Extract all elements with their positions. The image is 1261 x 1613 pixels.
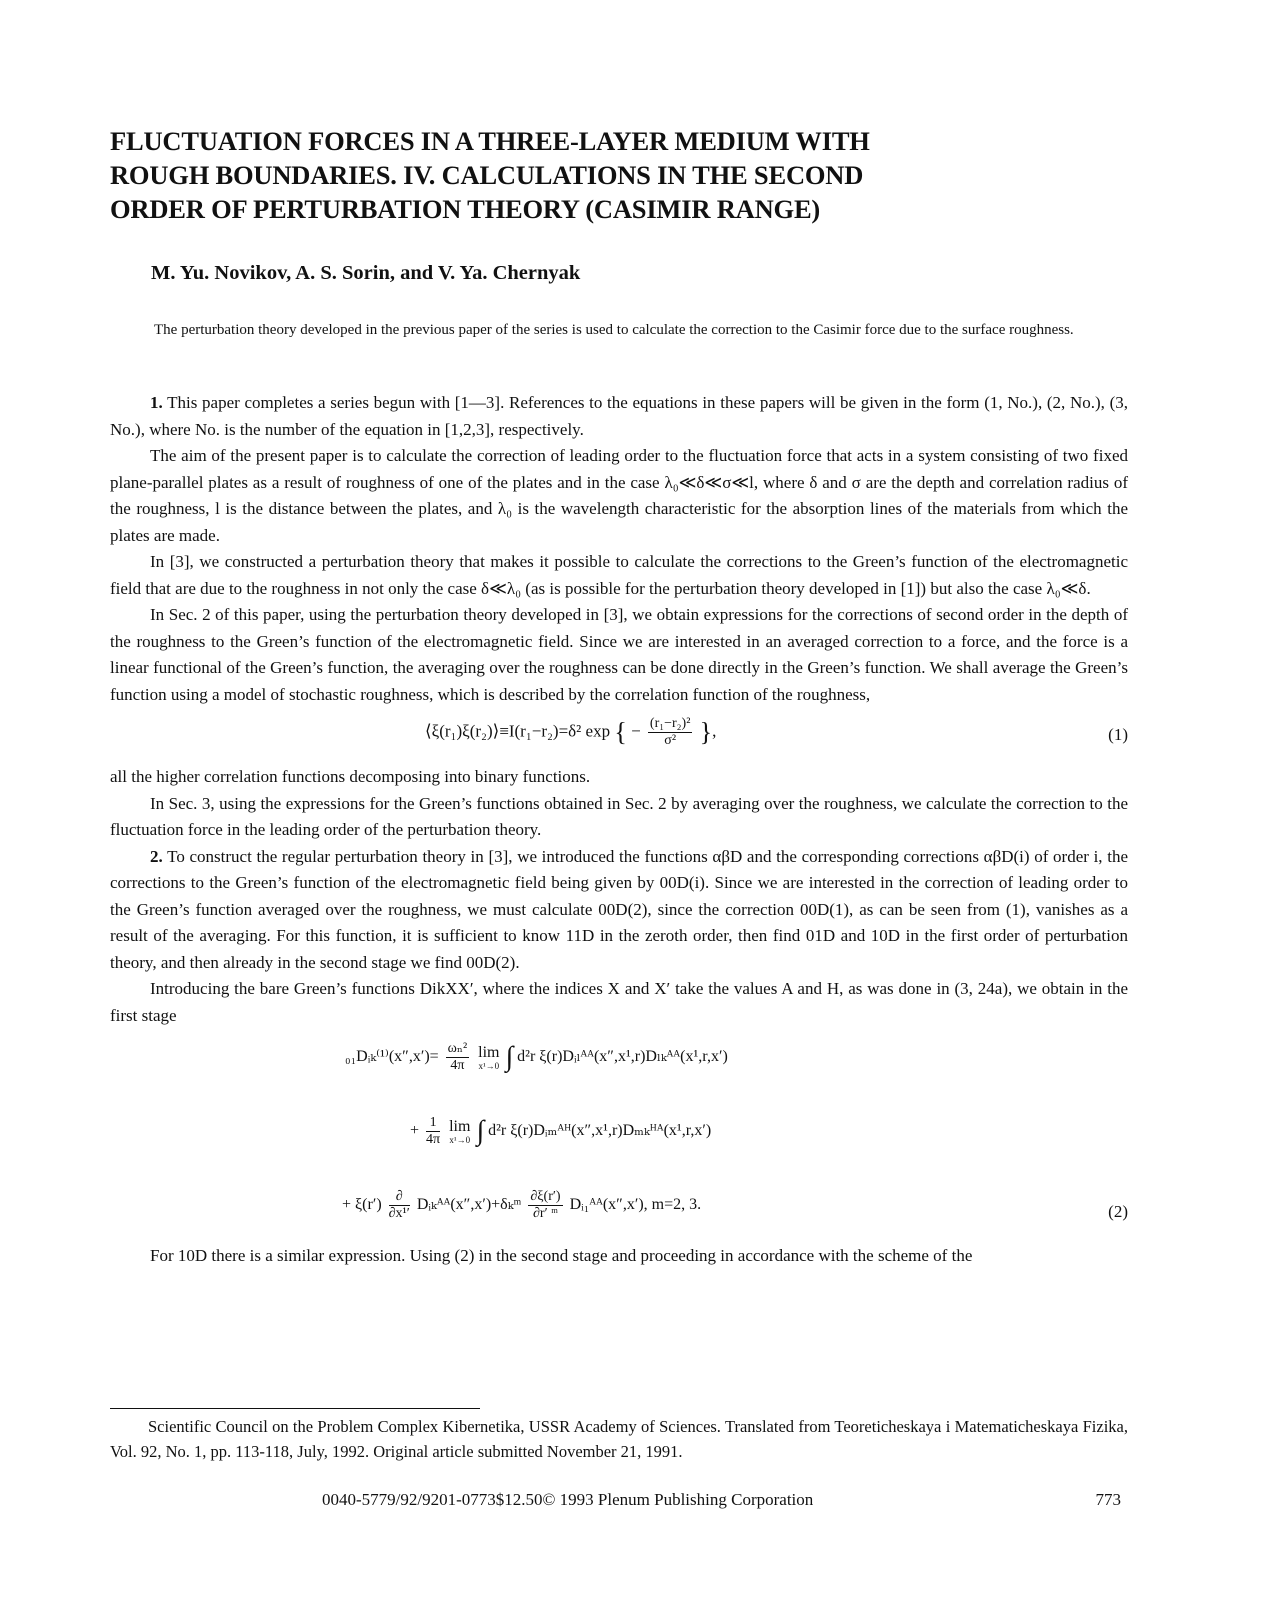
eq2-row2-denominator: 4π [426,1132,441,1147]
eq2-row3-end: Dᵢ₁ᴬᴬ(x″,x′), m=2, 3. [569,1196,702,1214]
eq2-row3-d-numerator: ∂ [389,1189,410,1206]
section-number-1: 1. [150,393,163,412]
paragraph-2: The aim of the present paper is to calculate the correction of leading order to the fluctuation force that acts in a system consisting of two fixed plane-parallel plates as a result of roughness of one of the plates and in the case λ₀≪δ≪σ≪l, where δ and σ are the depth and correlation radius of the roughness, l is the distance between the plates, and λ₀ is the wavelength characteristic for the absorption lines of the materials from which the plates are made. [110,446,1128,545]
lim-text: lim [449,1117,471,1135]
paragraph-1 [110,390,1128,443]
equation-1 [110,708,1128,764]
eq2-row3-d-denominator: ∂x¹′ [388,1206,410,1221]
body-text [110,390,1128,1270]
brace-right: } [699,717,713,747]
lim-subscript: x¹→0 [449,1134,471,1145]
lim-text: lim [478,1043,500,1061]
eq2-row3-d2-denominator: ∂r′ ᵐ [532,1206,558,1221]
footnote-rule [110,1408,480,1409]
paper-title [110,124,950,226]
paragraph-5: all the higher correlation functions decomposing into binary functions. [110,767,591,786]
paragraph-3: In [3], we constructed a perturbation theory that makes it possible to calculate the corrections to the Green’s function of the electromagnetic field that are due to the roughness in not only the case δ≪λ₀ (as is possible for the perturbation theory developed in [1]) but also the case λ₀≪δ. [110,552,1128,598]
eq2-row3-d2-numerator: ∂ξ(r′) [530,1189,561,1204]
eq2-row1-numerator: ωₙ² [447,1041,468,1056]
eq2-row3-derivative-2 [528,1189,562,1222]
page-number: 773 [1095,1490,1121,1509]
equation-2-row-3 [342,1189,701,1222]
authors: M. Yu. Novikov, A. S. Sorin, and V. Ya. Chernyak [151,262,581,284]
eq2-row2-limit [449,1119,470,1145]
lim-subscript: x¹→0 [478,1060,500,1071]
brace-left: { [614,717,627,747]
eq2-row1-right: d²r ξ(r)Dᵢₗᴬᴬ(x″,x¹,r)Dₗₖᴬᴬ(x¹,r,x′) [517,1048,728,1066]
paragraph-6: In Sec. 3, using the expressions for the Green’s functions obtained in Sec. 2 by averaging over the roughness, we calculate the correction to the fluctuation force in the leading order of the perturbation theory. [110,793,1128,839]
section-number-2: 2. [150,846,163,866]
eq2-row2-numerator: 1 [426,1115,440,1132]
paragraph-9: For 10D there is a similar expression. Using (2) in the second stage and proceeding in accordance with the scheme of the [150,1246,973,1265]
minus-sign: − [631,721,641,741]
abstract: The perturbation theory developed in the previous paper of the series is used to calculate the correction to the Casimir force due to the surface roughness. [154,322,1074,338]
paragraph-4: In Sec. 2 of this paper, using the perturbation theory developed in [3], we obtain expressions for the corrections of second order in the depth of the roughness to the Green’s function of the electromagnetic field. Since we are interested in an averaged correction to a force, and the force is a linear functional of the Green’s function, the averaging over the roughness can be done directly in the Green’s function. We shall average the Green’s function using a model of stochastic roughness, which is described by the correlation function of the roughness, [110,605,1128,704]
paragraph-7 [110,844,1128,977]
eq2-row1-fraction [446,1041,469,1074]
equation-1-number: (1) [1108,725,1128,744]
footnote-text: Scientific Council on the Problem Complex Kibernetika, USSR Academy of Sciences. Translated from Teoreticheskaya i Matematicheskaya Fizika, Vol. 92, No. 1, pp. 113-118, July, 1992. Original article submitted November 21, 1991. [110,1417,1128,1461]
eq2-row1-limit [478,1045,499,1071]
equation-1-denominator: σ² [664,733,677,748]
paragraph-1-text: This paper completes a series begun with [1—3]. References to the equations in these papers will be given in the form (1, No.), (2, No.), (3, No.), where No. is the number of the equation in [1,2,3], respectively. [110,393,1128,439]
eq2-row3-left: + ξ(r′) [342,1196,382,1214]
plus-sign: + [410,1122,420,1140]
integral-sign: ∫ [505,1041,514,1073]
equation-2 [110,1029,1128,1243]
equation-1-fraction [648,716,693,749]
title-line-3: ORDER OF PERTURBATION THEORY (CASIMIR RANGE) [110,194,821,224]
equation-1-numerator: (r₁−r₂)² [649,716,691,731]
equation-1-expression: ⟨ξ(r₁)ξ(r₂)⟩≡I(r₁−r₂)=δ² exp { − $\frac{\text{(r₁−r₂)²}}{\text{σ²}}$ }, [425,716,717,748]
footnote [110,1414,1128,1464]
equation-2-row-2 [410,1115,711,1148]
eq2-row2-right: d²r ξ(r)Dᵢₘᴬᴴ(x″,x¹,r)Dₘₖᴴᴬ(x¹,r,x′) [488,1122,712,1140]
equation-1-left: ⟨ξ(r₁)ξ(r₂)⟩≡I(r₁−r₂)=δ² exp [425,721,611,741]
equation-2-row-1 [345,1041,728,1074]
copyright-line: 0040-5779/92/9201-0773$12.50© 1993 Plenum Publishing Corporation [322,1490,814,1509]
equation-2-number: (2) [1108,1202,1128,1221]
eq2-row1-left: ₀₁Dᵢₖ⁽¹⁾(x″,x′)= [345,1048,439,1066]
eq2-row3-derivative [389,1189,410,1222]
paragraph-8: Introducing the bare Green’s functions DikXX′, where the indices X and X′ take the values A and H, as was done in (3, 24a), we obtain in the first stage [110,979,1128,1025]
title-line-2: ROUGH BOUNDARIES. IV. CALCULATIONS IN THE SECOND [110,160,864,190]
integral-sign: ∫ [476,1115,485,1147]
title-line-1: FLUCTUATION FORCES IN A THREE-LAYER MEDIUM WITH [110,126,870,156]
eq2-row2-fraction [426,1115,440,1148]
eq2-row3-mid: Dᵢₖᴬᴬ(x″,x′)+δₖᵐ [416,1196,522,1214]
paragraph-7-text: To construct the regular perturbation theory in [3], we introduced the functions αβD and the corresponding corrections αβD(i) of order i, the corrections to the Green’s function of the electromagnetic field being given by 00D(i). Since we are interested in the correction of leading order to the Green’s function averaged over the roughness, we must calculate 00D(2), since the correction 00D(1), as can be seen from (1), vanishes as a result of the averaging. For this function, it is sufficient to know 11D in the zeroth order, then find 01D and 10D in the first order of perturbation theory, and then already in the second stage we find 00D(2). [110,846,1128,972]
eq2-row1-denominator: 4π [450,1058,465,1073]
